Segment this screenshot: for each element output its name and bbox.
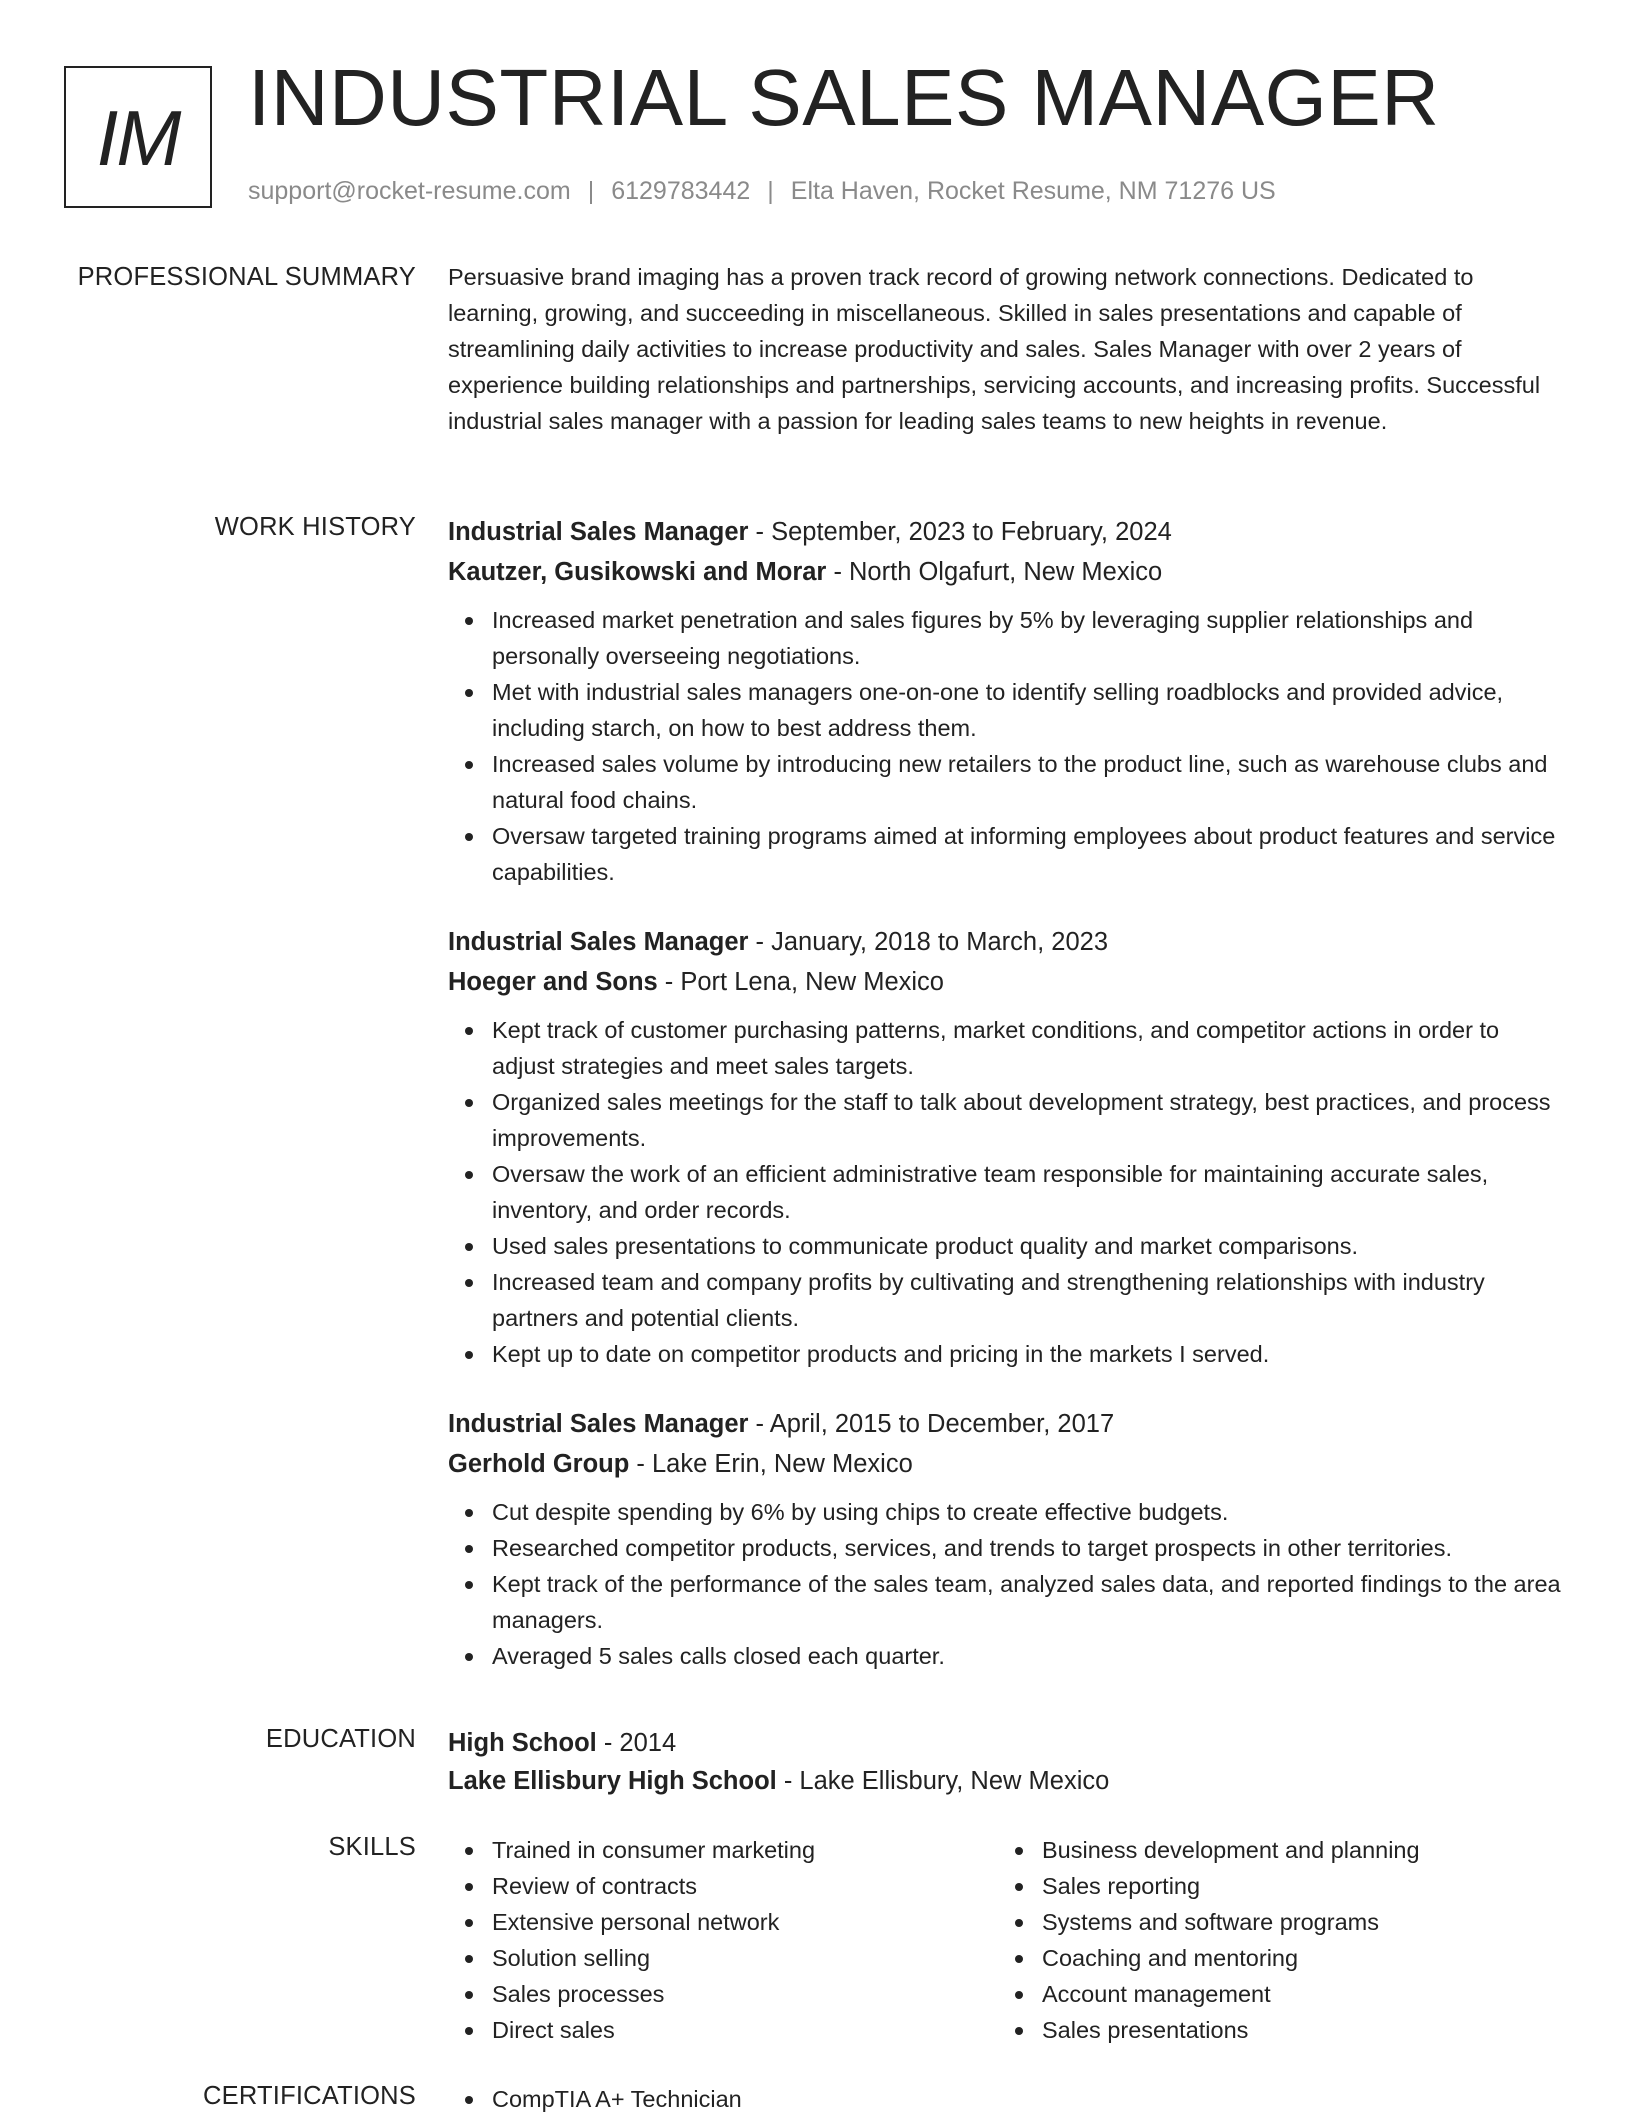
skill-item: Direct sales xyxy=(492,2012,815,2048)
education-body xyxy=(448,1724,1568,1800)
skill-item: Systems and software programs xyxy=(1042,1904,1420,1940)
section-label-work-history: WORK HISTORY xyxy=(214,513,416,541)
job-bullets xyxy=(448,1494,1568,1674)
contact-separator: | xyxy=(587,177,595,205)
job-company-line xyxy=(448,1444,1568,1484)
job-title: Industrial Sales Manager xyxy=(448,518,749,546)
job-bullet: Organized sales meetings for the staff to talk about development strategy, best practices, and process improvements. xyxy=(492,1084,1568,1156)
job-bullets xyxy=(448,1012,1568,1372)
monogram-box xyxy=(64,66,212,208)
resume-name: INDUSTRIAL SALES MANAGER xyxy=(248,53,1440,142)
job-dates: - April, 2015 to December, 2017 xyxy=(748,1410,1115,1438)
job-bullet: Oversaw targeted training programs aimed at informing employees about product features and service capabilities. xyxy=(492,818,1568,890)
skill-item: Account management xyxy=(1042,1976,1420,2012)
job-bullets xyxy=(448,602,1568,890)
job-entry xyxy=(448,512,1568,890)
job-company: Kautzer, Gusikowski and Morar xyxy=(448,558,827,586)
job-dates: - January, 2018 to March, 2023 xyxy=(748,928,1109,956)
summary-text: Persuasive brand imaging has a proven track record of growing network connections. Dedicated to learning, growing, and succeeding in miscellaneous. Skilled in sales presentations and capable of streamlining daily activities to increase productivity and sales. Sales Manager with over 2 years of experience building relationships and partnerships, servicing accounts, and increasing profits. Successful industrial sales manager with a passion for leading sales teams to new heights in revenue. xyxy=(448,264,1541,434)
education-degree-line xyxy=(448,1724,1568,1762)
education-degree: High School xyxy=(448,1729,597,1757)
job-title-line xyxy=(448,922,1568,962)
education-school-line xyxy=(448,1762,1568,1800)
skill-item: Sales presentations xyxy=(1042,2012,1420,2048)
job-dates: - September, 2023 to February, 2024 xyxy=(748,518,1172,546)
monogram-initials: IM xyxy=(96,94,180,182)
job-bullet: Met with industrial sales managers one-on-one to identify selling roadblocks and provided advice, including starch, on how to best address them. xyxy=(492,674,1568,746)
job-bullet: Kept up to date on competitor products and pricing in the markets I served. xyxy=(492,1336,1568,1372)
contact-line xyxy=(248,176,1276,206)
contact-email: support@rocket-resume.com xyxy=(248,177,571,205)
job-location: - North Olgafurt, New Mexico xyxy=(826,558,1163,586)
job-company-line xyxy=(448,962,1568,1002)
job-bullet: Increased team and company profits by cultivating and strengthening relationships with industry partners and potential clients. xyxy=(492,1264,1568,1336)
contact-separator: | xyxy=(767,177,774,205)
job-bullet: Cut despite spending by 6% by using chips to create effective budgets. xyxy=(492,1494,1568,1530)
summary-body xyxy=(448,262,1568,439)
job-title: Industrial Sales Manager xyxy=(448,1410,749,1438)
job-bullet: Increased sales volume by introducing new retailers to the product line, such as warehouse clubs and natural food chains. xyxy=(492,746,1568,818)
skill-item: Coaching and mentoring xyxy=(1042,1940,1420,1976)
section-label-education: EDUCATION xyxy=(265,1725,416,1753)
contact-phone: 6129783442 xyxy=(611,177,751,205)
skill-item: Business development and planning xyxy=(1042,1832,1420,1868)
contact-address: Elta Haven, Rocket Resume, NM 71276 US xyxy=(790,177,1276,205)
job-bullet: Kept track of the performance of the sales team, analyzed sales data, and reported findings to the area managers. xyxy=(492,1566,1568,1638)
job-bullet: Kept track of customer purchasing patterns, market conditions, and competitor actions in order to adjust strategies and meet sales targets. xyxy=(492,1012,1568,1084)
job-company: Gerhold Group xyxy=(448,1450,630,1478)
job-bullet: Oversaw the work of an efficient administrative team responsible for maintaining accurate sales, inventory, and order records. xyxy=(492,1156,1568,1228)
job-bullet: Researched competitor products, services, and trends to target prospects in other territories. xyxy=(492,1530,1568,1566)
skill-item: Sales reporting xyxy=(1042,1868,1420,1904)
education-year: - 2014 xyxy=(596,1729,677,1757)
education-school: Lake Ellisbury High School xyxy=(448,1767,777,1795)
job-bullet: Averaged 5 sales calls closed each quarter. xyxy=(492,1638,1568,1674)
job-title-line xyxy=(448,512,1568,552)
skill-item: Solution selling xyxy=(492,1940,815,1976)
job-bullet: Used sales presentations to communicate product quality and market comparisons. xyxy=(492,1228,1568,1264)
skill-item: Sales processes xyxy=(492,1976,815,2012)
job-company-line xyxy=(448,552,1568,592)
job-location: - Lake Erin, New Mexico xyxy=(629,1450,913,1478)
job-entry xyxy=(448,1404,1568,1674)
skill-item: Review of contracts xyxy=(492,1868,815,1904)
skill-item: Extensive personal network xyxy=(492,1904,815,1940)
job-bullet: Increased market penetration and sales figures by 5% by leveraging supplier relationships and personally overseeing negotiations. xyxy=(492,602,1568,674)
section-label-certifications: CERTIFICATIONS xyxy=(203,2082,416,2110)
job-company: Hoeger and Sons xyxy=(448,968,658,996)
job-entry xyxy=(448,922,1568,1372)
job-title-line xyxy=(448,1404,1568,1444)
work-history-body xyxy=(448,512,1568,1674)
job-title: Industrial Sales Manager xyxy=(448,928,749,956)
skills-column-right xyxy=(998,1832,1420,2048)
job-location: - Port Lena, New Mexico xyxy=(657,968,944,996)
skill-item: Trained in consumer marketing xyxy=(492,1832,815,1868)
skills-column-left xyxy=(448,1832,815,2048)
section-label-summary: PROFESSIONAL SUMMARY xyxy=(77,263,416,291)
education-location: - Lake Ellisbury, New Mexico xyxy=(776,1767,1110,1795)
section-label-skills: SKILLS xyxy=(328,1833,416,1861)
certification-item: CompTIA A+ Technician xyxy=(492,2081,1568,2117)
